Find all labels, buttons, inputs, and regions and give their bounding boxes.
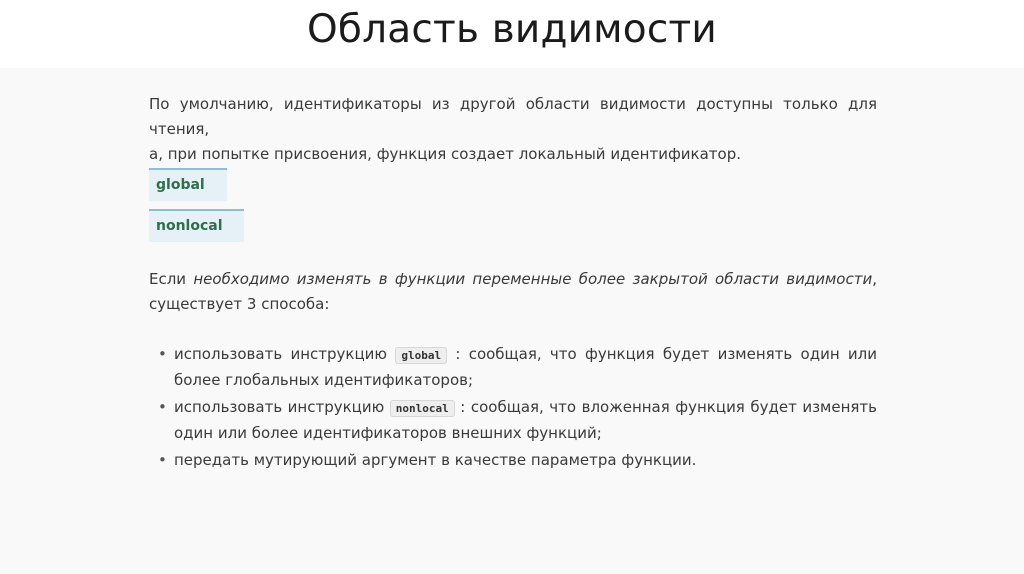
slide-title: Область видимости — [307, 7, 717, 52]
intro-paragraph — [149, 92, 877, 167]
ways-list — [149, 342, 877, 475]
intro-line-1: По умолчанию, идентификаторы из другой области видимости доступны только для чтения, — [149, 95, 877, 138]
inline-code: global — [395, 347, 447, 364]
list-item-text: использовать инструкцию — [174, 398, 390, 416]
ways-emphasis: необходимо изменять в функции переменные более закрытой области видимости — [193, 270, 873, 288]
list-item — [149, 342, 877, 393]
list-item — [149, 395, 877, 446]
list-item-text: передать мутирующий аргумент в качестве параметра функции. — [174, 451, 697, 469]
list-item-text: : сообщая, что вложенная функция будет изменять один или более идентификаторов внешних функций; — [174, 398, 877, 442]
intro-line-2: а, при попытке присвоения, функция создает локальный идентификатор. — [149, 145, 741, 163]
bullet-dot-icon: • — [158, 398, 167, 416]
ways-prefix: Если — [149, 270, 194, 288]
ways-paragraph — [149, 267, 877, 317]
list-item — [149, 448, 877, 473]
ways-suffix: , существует 3 способа: — [149, 270, 877, 313]
term-global: global — [149, 168, 227, 201]
term-nonlocal: nonlocal — [149, 209, 244, 242]
bullet-dot-icon: • — [158, 451, 167, 469]
list-item-text: : сообщая, что функция будет изменять один или более глобальных идентификаторов; — [174, 345, 877, 389]
list-item-text: использовать инструкцию — [174, 345, 396, 363]
bullet-dot-icon: • — [158, 345, 167, 363]
inline-code: nonlocal — [390, 400, 455, 417]
